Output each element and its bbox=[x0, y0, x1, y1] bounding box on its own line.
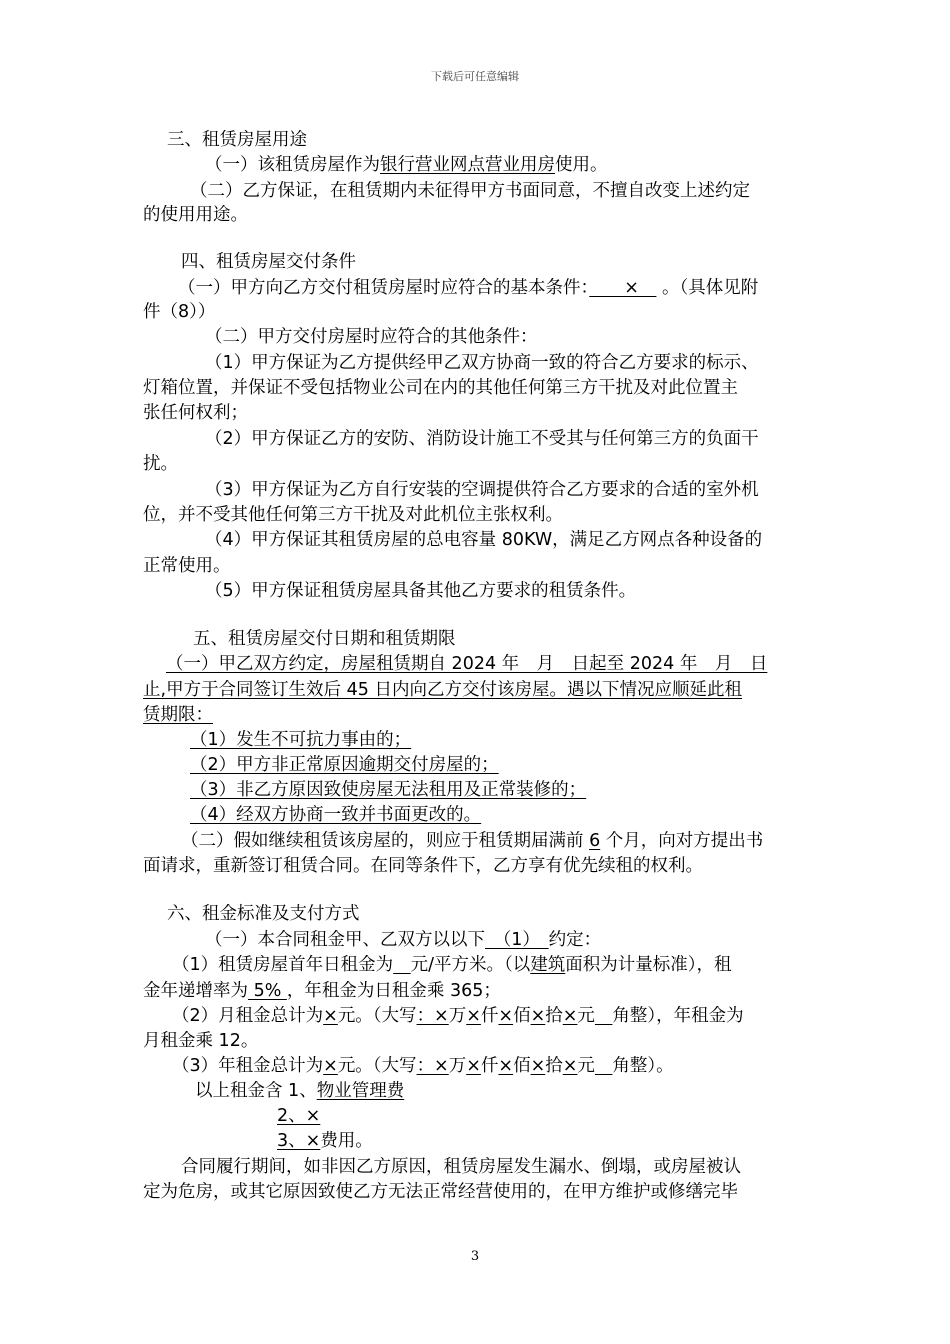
text-line bbox=[143, 1180, 738, 1204]
underlined-text: 物业管理费 bbox=[316, 1081, 405, 1101]
text-line bbox=[143, 300, 215, 324]
underlined-text: （一）甲乙双方约定，房屋租赁期自 2024 年 月 日起至 2024 年 月 日 bbox=[166, 654, 768, 674]
text-line bbox=[167, 902, 360, 926]
text-segment: （1）租赁房屋首年日租金为 bbox=[172, 955, 394, 975]
text-line bbox=[190, 753, 499, 777]
underlined-text: × bbox=[323, 1006, 338, 1026]
text-segment: 正常使用。 bbox=[143, 556, 231, 576]
text-line bbox=[143, 854, 703, 878]
text-line bbox=[190, 803, 481, 827]
underlined-text: × bbox=[498, 1056, 514, 1076]
text-line bbox=[172, 953, 732, 977]
text-segment: 元。（大写 bbox=[337, 1056, 417, 1076]
underlined-text: 赁期限： bbox=[143, 705, 213, 725]
underlined-text: × bbox=[466, 1056, 481, 1076]
underlined-text: （1）发生不可抗力事由的； bbox=[190, 730, 412, 750]
underlined-text: × bbox=[466, 1006, 481, 1026]
text-segment: （5）甲方保证租赁房屋具备其他乙方要求的租赁条件。 bbox=[205, 581, 637, 601]
underlined-text: 2、× bbox=[277, 1106, 321, 1126]
text-segment: 元 bbox=[577, 1056, 595, 1076]
text-line bbox=[143, 503, 563, 527]
underlined-text: （4）经双方协商一致并书面更改的。 bbox=[190, 805, 482, 825]
text-segment: 六、租金标准及支付方式 bbox=[167, 904, 360, 924]
text-segment: 佰 bbox=[513, 1006, 531, 1026]
text-line bbox=[205, 579, 636, 603]
text-segment: 以上租金含 1、 bbox=[195, 1081, 317, 1101]
text-segment: 位，并不受其他任何第三方干扰及对此机位主张权利。 bbox=[143, 505, 563, 525]
text-segment: 拾 bbox=[545, 1006, 563, 1026]
underlined-text: × bbox=[562, 1056, 578, 1076]
text-line bbox=[143, 678, 742, 702]
text-segment: 灯箱位置，并保证不受包括物业公司在内的其他任何第三方干扰及对此位置主 bbox=[143, 378, 738, 398]
text-segment: 面请求，重新签订租赁合同。在同等条件下，乙方享有优先续租的权利。 bbox=[143, 856, 703, 876]
text-line bbox=[167, 128, 307, 152]
text-line bbox=[277, 1104, 320, 1128]
text-segment: 万 bbox=[448, 1006, 467, 1026]
text-segment: （一）该租赁房屋作为 bbox=[205, 155, 380, 175]
text-segment: 扰。 bbox=[143, 454, 178, 474]
text-segment: 角整），年租金为 bbox=[612, 1006, 744, 1026]
text-line bbox=[193, 627, 456, 651]
text-line bbox=[143, 376, 738, 400]
text-segment: 元 bbox=[577, 1006, 595, 1026]
text-line bbox=[143, 203, 248, 227]
text-segment: 使用。 bbox=[555, 155, 608, 175]
underlined-text: 止,甲方于合同签订生效后 45 日内向乙方交付该房屋。遇以下情况应顺延此租 bbox=[143, 680, 742, 700]
text-line bbox=[205, 325, 538, 349]
text-segment: （1）甲方保证为乙方提供经甲乙双方协商一致的符合乙方要求的标示、 bbox=[205, 353, 759, 373]
text-segment: 件（8）） bbox=[143, 302, 216, 322]
text-segment: 四、租赁房屋交付条件 bbox=[181, 252, 356, 272]
underlined-text bbox=[595, 1056, 613, 1076]
text-segment: （二）假如继续租赁该房屋的，则应于租赁期届满前 bbox=[181, 831, 590, 851]
underlined-text: （2）甲方非正常原因逾期交付房屋的； bbox=[190, 755, 499, 775]
text-segment: 约定： bbox=[548, 930, 602, 950]
text-segment: （2）月租金总计为 bbox=[172, 1006, 324, 1026]
text-line bbox=[143, 1029, 258, 1053]
underlined-text: × bbox=[498, 1006, 514, 1026]
text-segment: 定为危房，或其它原因致使乙方无法正常经营使用的，在甲方维护或修缮完毕 bbox=[143, 1182, 738, 1202]
text-segment: 个月，向对方提出书 bbox=[600, 831, 764, 851]
text-segment: 仟 bbox=[480, 1056, 499, 1076]
underlined-text: 6 bbox=[589, 831, 601, 851]
text-line bbox=[205, 478, 759, 502]
text-segment: （3）甲方保证为乙方自行安装的空调提供符合乙方要求的合适的室外机 bbox=[205, 480, 759, 500]
text-line bbox=[143, 979, 501, 1003]
text-line bbox=[143, 452, 178, 476]
page-number: 3 bbox=[470, 1249, 480, 1264]
text-line bbox=[172, 1054, 674, 1078]
underlined-text: 银行营业网点营业用房 bbox=[380, 155, 555, 175]
text-line bbox=[205, 153, 608, 177]
text-line bbox=[205, 928, 601, 952]
text-segment: 合同履行期间，如非因乙方原因，租赁房屋发生漏水、倒塌，或房屋被认 bbox=[181, 1157, 741, 1177]
text-segment: 金年递增率为 bbox=[143, 981, 248, 1001]
underlined-text: ：× bbox=[416, 1006, 449, 1026]
underlined-text: × bbox=[589, 278, 657, 298]
text-segment: 三、租赁房屋用途 bbox=[167, 130, 307, 150]
underlined-text: （3）非乙方原因致使房屋无法租用及正常装修的； bbox=[190, 780, 587, 800]
text-segment: ，年租金为日租金乘 365； bbox=[286, 981, 501, 1001]
text-segment: （3）年租金总计为 bbox=[172, 1056, 324, 1076]
text-segment: 佰 bbox=[513, 1056, 531, 1076]
text-line bbox=[181, 250, 356, 274]
text-segment: （4）甲方保证其租赁房屋的总电容量 80KW，满足乙方网点各种设备的 bbox=[205, 530, 763, 550]
text-line bbox=[143, 401, 248, 425]
text-segment: 仟 bbox=[480, 1006, 499, 1026]
text-line bbox=[178, 276, 758, 300]
underlined-text: （1） bbox=[485, 930, 549, 950]
text-segment: 五、租赁房屋交付日期和租赁期限 bbox=[193, 629, 456, 649]
text-segment: 万 bbox=[448, 1056, 467, 1076]
text-segment: 元/平方米。（以 bbox=[410, 955, 531, 975]
underlined-text: × bbox=[562, 1006, 578, 1026]
text-line bbox=[181, 829, 763, 853]
text-segment: （2）甲方保证乙方的安防、消防设计施工不受其与任何第三方的负面干 bbox=[205, 429, 759, 449]
text-segment: 角整）。 bbox=[612, 1056, 674, 1076]
underlined-text: × bbox=[530, 1056, 546, 1076]
text-line bbox=[181, 1155, 741, 1179]
text-segment: 。（具体见附 bbox=[656, 278, 759, 298]
text-segment: 拾 bbox=[545, 1056, 563, 1076]
text-line bbox=[195, 1079, 404, 1103]
underlined-text bbox=[595, 1006, 613, 1026]
underlined-text bbox=[393, 955, 411, 975]
text-line bbox=[166, 652, 767, 676]
text-segment: （一）本合同租金甲、乙双方以以下 bbox=[205, 930, 485, 950]
text-segment: 元。（大写 bbox=[337, 1006, 417, 1026]
page-header: 下载后可任意编辑 bbox=[431, 70, 519, 83]
text-line bbox=[277, 1129, 373, 1153]
text-line bbox=[172, 1004, 744, 1028]
underlined-text: 建筑 bbox=[530, 955, 566, 975]
text-line bbox=[205, 528, 762, 552]
text-line bbox=[190, 179, 750, 203]
text-segment: （一）甲方向乙方交付租赁房屋时应符合的基本条件： bbox=[178, 278, 590, 298]
text-segment: 费用。 bbox=[320, 1131, 373, 1151]
text-segment: 月租金乘 12。 bbox=[143, 1031, 259, 1051]
underlined-text: 5% bbox=[248, 981, 287, 1001]
underlined-text: 3、× bbox=[277, 1131, 321, 1151]
text-line bbox=[190, 728, 411, 752]
text-segment: （二）甲方交付房屋时应符合的其他条件： bbox=[205, 327, 538, 347]
underlined-text: × bbox=[323, 1056, 338, 1076]
text-segment: （二）乙方保证，在租赁期内未征得甲方书面同意，不擅自改变上述约定 bbox=[190, 181, 750, 201]
text-line bbox=[143, 703, 213, 727]
underlined-text: × bbox=[530, 1006, 546, 1026]
text-line bbox=[205, 351, 759, 375]
text-segment: 张任何权利； bbox=[143, 403, 248, 423]
text-segment: 的使用用途。 bbox=[143, 205, 248, 225]
underlined-text: ：× bbox=[416, 1056, 449, 1076]
text-line bbox=[143, 554, 231, 578]
text-segment: 面积为计量标准），租 bbox=[565, 955, 732, 975]
text-line bbox=[205, 427, 759, 451]
text-line bbox=[190, 778, 586, 802]
